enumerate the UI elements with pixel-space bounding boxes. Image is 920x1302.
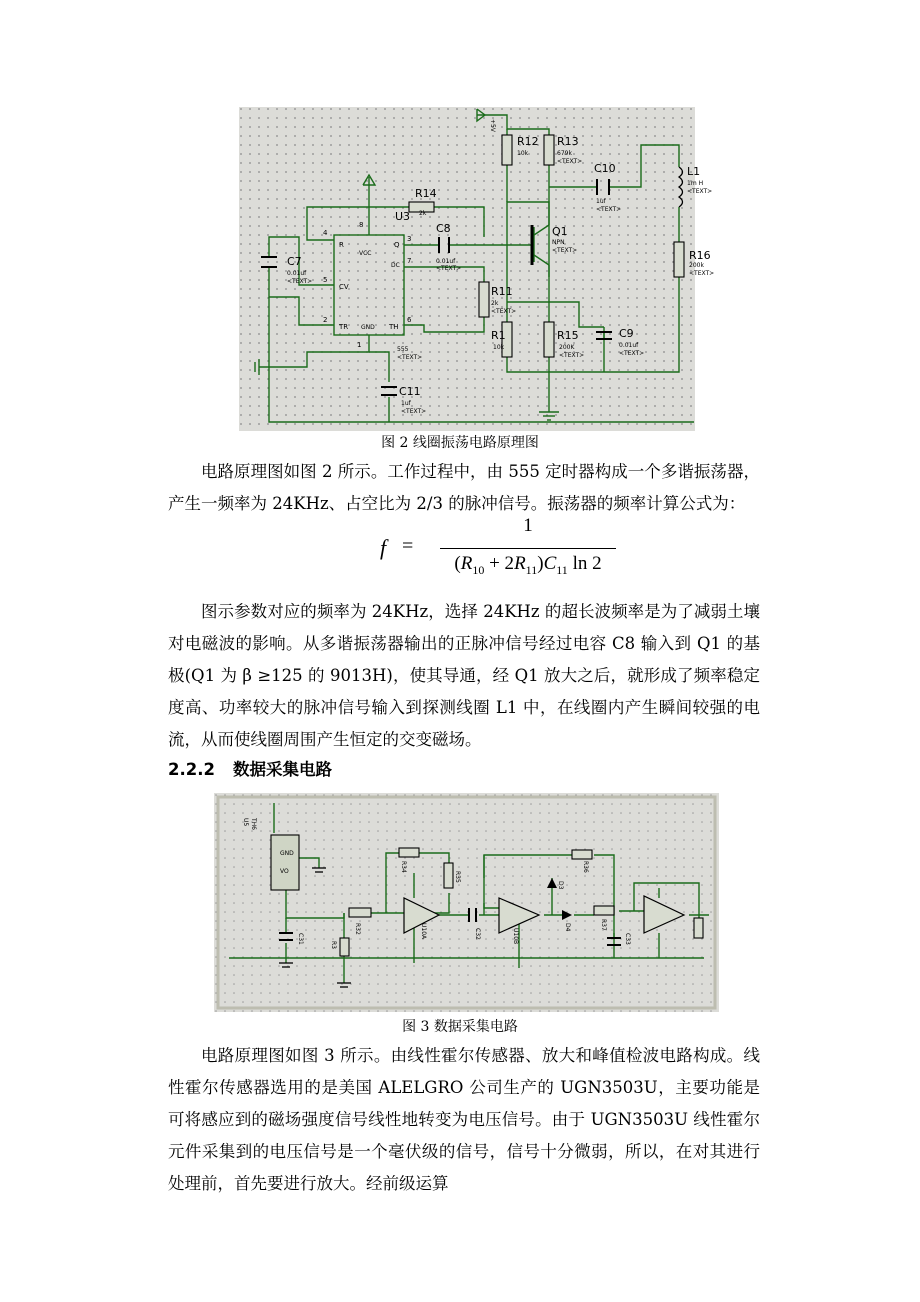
svg-text:5: 5 — [323, 276, 328, 284]
svg-text:1m H: 1m H — [687, 180, 704, 187]
svg-text:VO: VO — [280, 868, 289, 875]
svg-text:R36: R36 — [582, 861, 589, 873]
r11-body — [479, 282, 489, 317]
svg-text:10k: 10k — [517, 150, 529, 157]
svg-text:555: 555 — [397, 346, 409, 353]
svg-text:<TEXT>: <TEXT> — [687, 188, 713, 195]
svg-text:CV: CV — [339, 283, 349, 291]
svg-text:VCC: VCC — [359, 250, 372, 257]
svg-text:7: 7 — [407, 257, 412, 265]
svg-text:1uf: 1uf — [596, 198, 606, 205]
r16-body — [674, 242, 684, 277]
svg-text:U3: U3 — [395, 210, 411, 223]
svg-text:R16: R16 — [689, 249, 711, 262]
svg-text:200K: 200K — [559, 344, 575, 351]
svg-text:R1: R1 — [491, 329, 506, 342]
svg-text:<TEXT>: <TEXT> — [552, 247, 578, 254]
svg-text:L1: L1 — [687, 165, 701, 178]
svg-text:<TEXT>: <TEXT> — [689, 270, 715, 277]
r12-body — [502, 135, 512, 165]
svg-text:R35: R35 — [454, 871, 461, 883]
svg-text:Q: Q — [394, 241, 400, 249]
svg-text:+5V: +5V — [489, 119, 496, 132]
svg-text:U5: U5 — [242, 818, 249, 827]
svg-text:2k: 2k — [491, 300, 499, 307]
svg-text:0.01uf: 0.01uf — [619, 342, 639, 349]
svg-text:R12: R12 — [517, 135, 539, 148]
svg-text:C11: C11 — [399, 385, 421, 398]
svg-text:<TEXT>: <TEXT> — [287, 278, 313, 285]
svg-text:R: R — [339, 241, 344, 249]
section-title: 数据采集电路 — [232, 760, 332, 779]
svg-text:R14: R14 — [415, 187, 437, 200]
svg-text:<TEXT>: <TEXT> — [436, 265, 462, 272]
svg-text:8: 8 — [359, 221, 364, 229]
svg-text:C31: C31 — [297, 933, 304, 945]
svg-text:R13: R13 — [557, 135, 579, 148]
formula-lhs: f — [380, 535, 387, 560]
svg-text:U10B: U10B — [512, 928, 519, 945]
formula-numerator: 1 — [523, 515, 533, 536]
formula-denominator: $(R_{10} + 2R_{11})C_{11}$ ln 2 — [454, 553, 602, 577]
svg-text:1uf: 1uf — [401, 400, 411, 407]
figure-2-schematic — [239, 107, 715, 431]
svg-text:R32: R32 — [354, 923, 361, 935]
svg-text:D4: D4 — [564, 923, 571, 932]
svg-text:C32: C32 — [474, 928, 481, 940]
r15-body — [544, 322, 554, 357]
svg-text:0.01uf: 0.01uf — [436, 258, 456, 265]
svg-text:<TEXT>: <TEXT> — [397, 354, 423, 361]
svg-text:D3: D3 — [557, 881, 564, 890]
hall-sensor-body — [271, 835, 299, 890]
svg-text:R3: R3 — [330, 941, 337, 949]
svg-text:R15: R15 — [557, 329, 579, 342]
svg-text:Q1: Q1 — [552, 225, 568, 238]
svg-text:C10: C10 — [594, 162, 616, 175]
svg-text:DC: DC — [391, 262, 400, 269]
svg-text:C33: C33 — [624, 933, 631, 945]
svg-text:0.01uf: 0.01uf — [287, 270, 307, 277]
svg-text:<TEXT>: <TEXT> — [596, 206, 622, 213]
svg-text:C9: C9 — [619, 327, 634, 340]
formula-fraction-bar — [440, 548, 616, 549]
svg-text:TH6: TH6 — [250, 818, 257, 830]
svg-text:2: 2 — [323, 316, 328, 324]
paragraph-1: 电路原理图如图 2 所示。工作过程中，由 555 定时器构成一个多谐振荡器，产生一频率为 24KHz、占空比为 2/3 的脉冲信号。振荡器的频率计算公式为： — [168, 462, 760, 513]
svg-text:R11: R11 — [491, 285, 513, 298]
svg-text:GND: GND — [361, 324, 375, 331]
figure-2-caption: 图 2 线圈振荡电路原理图 — [381, 435, 539, 451]
svg-text:4: 4 — [323, 229, 328, 237]
svg-text:<TEXT>: <TEXT> — [557, 158, 583, 165]
section-number: 2.2.2 — [168, 760, 215, 779]
svg-text:200k: 200k — [689, 262, 704, 269]
figure-3-schematic — [214, 793, 719, 1012]
paragraph-2: 图示参数对应的频率为 24KHz，选择 24KHz 的超长波频率是为了减弱土壤对电磁波的影响。从多谐振荡器输出的正脉冲信号经过电容 C8 输入到 Q1 的基极(Q1 为 β ≥125 的 9013H)，使其导通，经 Q1 放大之后，就形成了频率稳定度高、功率较大的脉冲信号输入到探测线圈 L1 中，在线圈内产生瞬间较强的电流，从而使线圈周围产生恒定的交变磁场。 — [168, 602, 760, 749]
svg-text:<TEXT>: <TEXT> — [619, 350, 645, 357]
r13-body — [544, 135, 554, 165]
svg-text:2k: 2k — [419, 210, 427, 217]
section-heading — [168, 756, 350, 780]
svg-text:<TEXT>: <TEXT> — [401, 408, 427, 415]
svg-text:10k: 10k — [493, 344, 505, 351]
svg-text:1: 1 — [357, 341, 362, 349]
frequency-formula — [380, 515, 620, 579]
svg-text:6: 6 — [407, 316, 412, 324]
svg-text:TH: TH — [389, 323, 399, 331]
paragraph-3: 电路原理图如图 3 所示。由线性霍尔传感器、放大和峰值检波电路构成。线性霍尔传感器选用的是美国 ALELGRO 公司生产的 UGN3503U，主要功能是可将感应到的磁场强度信号线性地转变为电压信号。由于 UGN3503U 线性霍尔元件采集到的电压信号是一个毫伏级的信号，信号十分微弱，所以，在对其进行处理前，首先要进行放大。经前级运算 — [168, 1046, 760, 1193]
svg-text:C8: C8 — [436, 222, 451, 235]
svg-text:R37: R37 — [600, 919, 607, 931]
formula-equals: = — [402, 535, 414, 557]
figure-3-caption: 图 3 数据采集电路 — [402, 1019, 518, 1035]
svg-text:C7: C7 — [287, 255, 302, 268]
svg-text:679k: 679k — [557, 150, 572, 157]
svg-text:NPN: NPN — [552, 239, 565, 246]
svg-text:3: 3 — [407, 235, 412, 243]
svg-text:TR: TR — [339, 323, 349, 331]
svg-text:R34: R34 — [400, 861, 407, 873]
svg-text:GND: GND — [280, 850, 294, 857]
svg-text:<TEXT>: <TEXT> — [491, 308, 517, 315]
svg-text:U10A: U10A — [420, 923, 427, 940]
svg-text:<TEXT>: <TEXT> — [559, 352, 585, 359]
